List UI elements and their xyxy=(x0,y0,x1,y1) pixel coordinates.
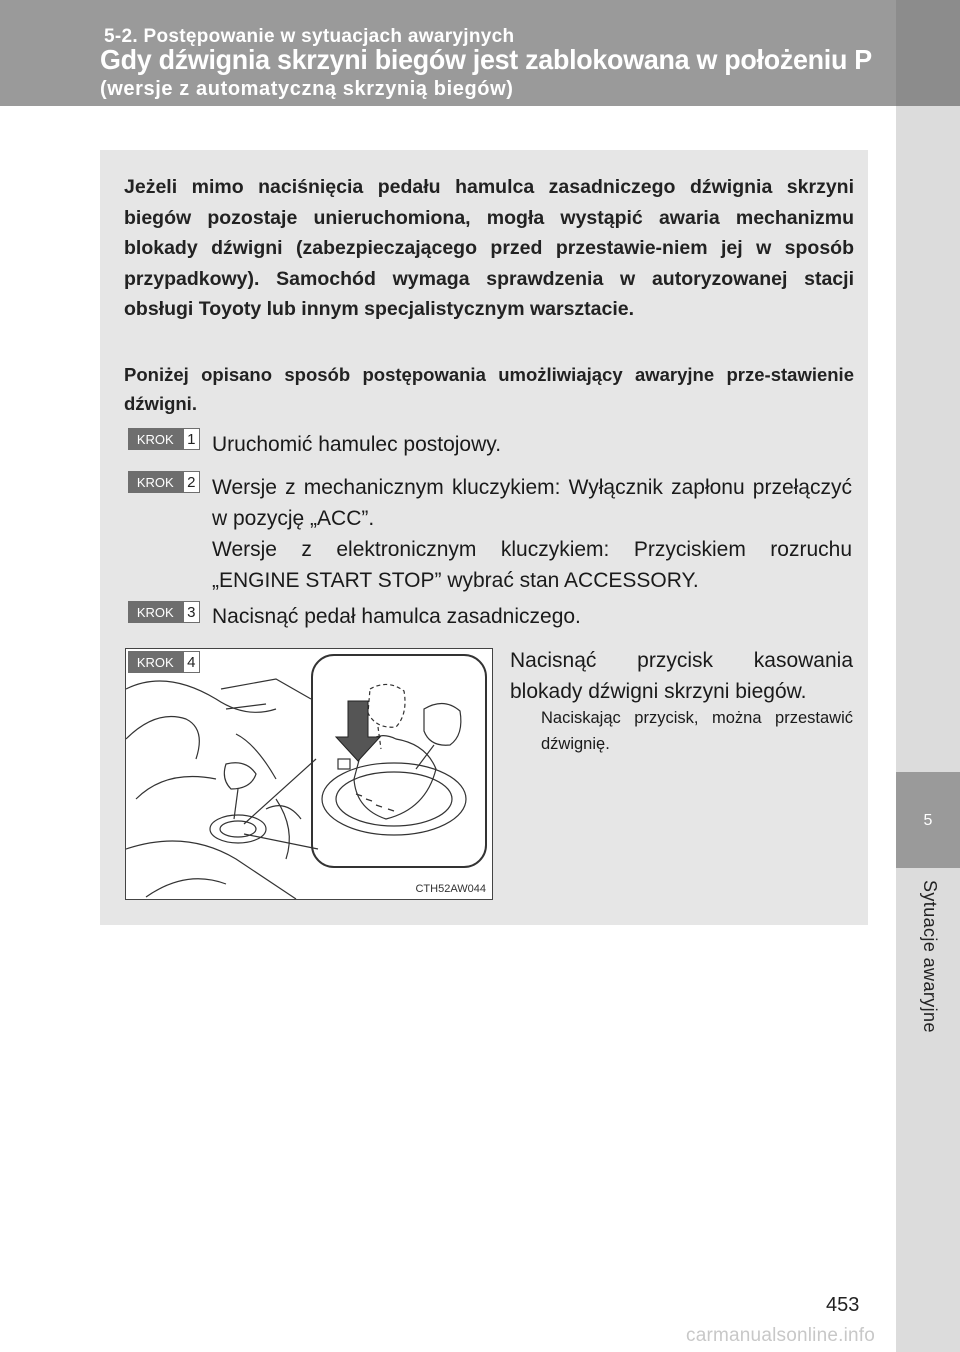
step-2-text-alt: Wersje z elektronicznym kluczykiem: Przyciskiem rozruchu „ENGINE START STOP” wybrać stan ACCESSORY. xyxy=(212,538,852,592)
step-3-text: Nacisnąć pedał hamulca zasadniczego. xyxy=(212,605,581,628)
step-2-badge xyxy=(128,471,200,493)
step-3-badge xyxy=(128,601,200,623)
step-badge-number: 3 xyxy=(183,601,201,623)
sidebar-header-block xyxy=(896,0,960,106)
step-badge-number: 1 xyxy=(183,428,201,450)
page-header xyxy=(0,0,896,106)
step-badge-word: KROK xyxy=(128,651,183,673)
chapter-name: Sytuacje awaryjne xyxy=(920,880,940,1033)
step-1-text: Uruchomić hamulec postojowy. xyxy=(212,433,502,456)
page-title: Gdy dźwignia skrzyni biegów jest zablokowana w położeniu P xyxy=(100,44,872,75)
step-2-text: Wersje z mechanicznym kluczykiem: Wyłącznik zapłonu przełączyć w pozycję „ACC”. xyxy=(212,476,852,530)
chapter-sidebar xyxy=(896,0,960,1352)
chapter-number: 5 xyxy=(923,812,933,829)
step-4-text: Nacisnąć przycisk kasowania blokady dźwigni skrzyni biegów. xyxy=(510,649,853,703)
step-badge-number: 4 xyxy=(183,651,201,673)
step-badge-word: KROK xyxy=(128,601,183,623)
watermark-text: carmanualsonline.info xyxy=(686,1325,876,1346)
shift-lever-drawing xyxy=(126,649,492,899)
intro-paragraph: Jeżeli mimo naciśnięcia pedału hamulca zasadniczego dźwignia skrzyni biegów pozostaje unieruchomiona, mogła wystąpić awaria mechanizmu blokady dźwigni (zabezpieczającego przed przestawie-niem jej w sposób przypadkowy). Samochód wymaga sprawdzenia w autoryzowanej stacji obsługi Toyoty lub innym specjalistycznym warsztacie. xyxy=(124,176,854,320)
step-badge-word: KROK xyxy=(128,471,183,493)
section-label: 5-2. Postępowanie w sytuacjach awaryjnych xyxy=(104,26,515,47)
press-arrow-icon xyxy=(336,701,380,761)
figure-caption: CTH52AW044 xyxy=(415,883,486,895)
step-badge-number: 2 xyxy=(183,471,201,493)
intro-note: Poniżej opisano sposób postępowania umożliwiający awaryjne prze-stawienie dźwigni. xyxy=(124,364,854,414)
step-4-badge xyxy=(128,651,200,673)
step-4-note: Naciskając przycisk, można przestawić dźwignię. xyxy=(541,709,853,753)
shift-lever-illustration xyxy=(125,648,493,900)
step-badge-word: KROK xyxy=(128,428,183,450)
page-number: 453 xyxy=(826,1294,860,1316)
step-1-badge xyxy=(128,428,200,450)
page-subtitle: (wersje z automatyczną skrzynią biegów) xyxy=(100,78,514,100)
